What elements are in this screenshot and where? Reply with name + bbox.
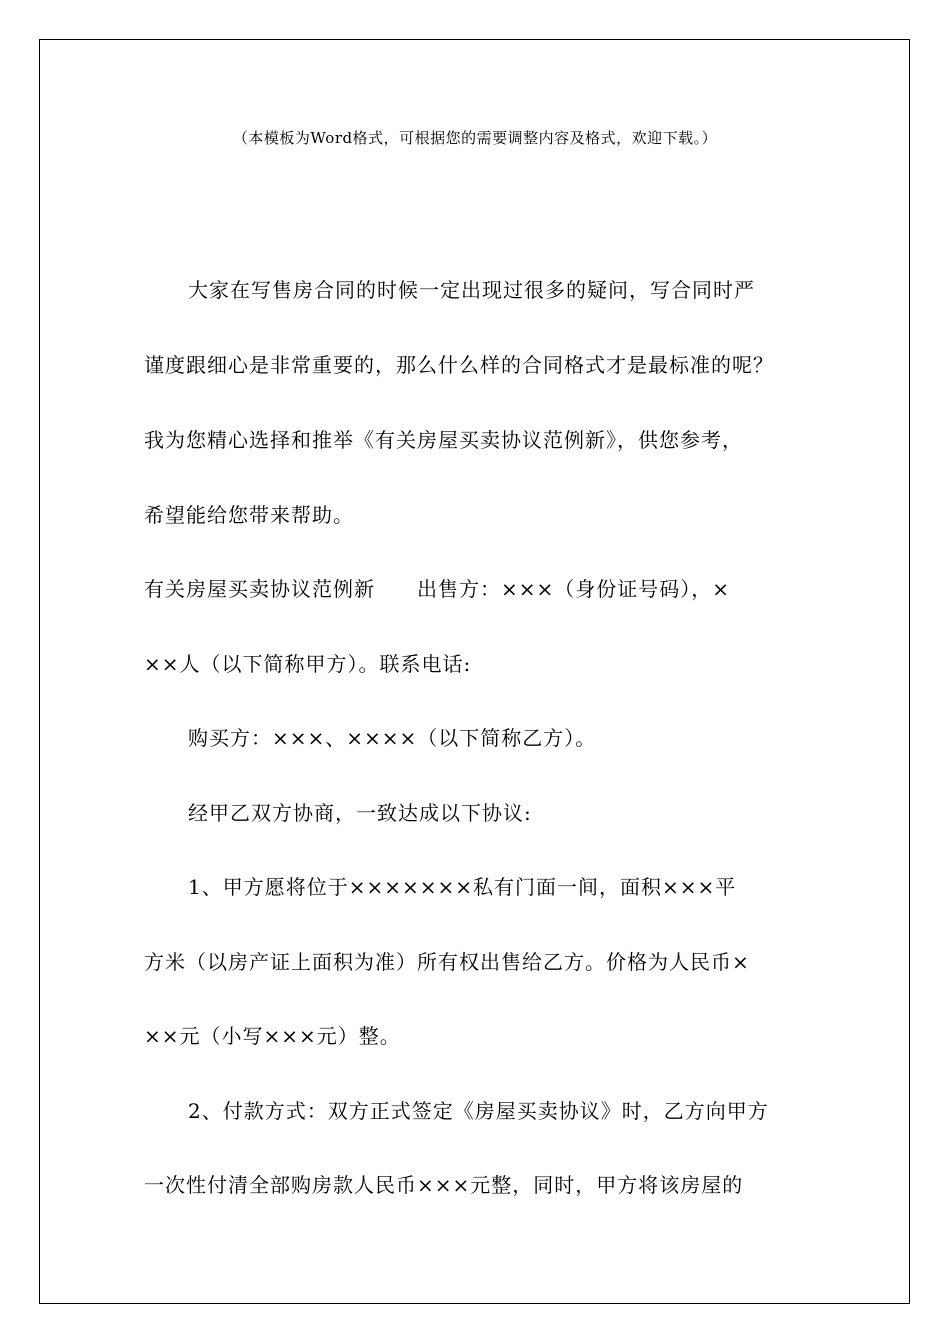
paragraph-line: ××元（小写×××元）整。 — [144, 1024, 401, 1048]
paragraph-line: 2、付款方式：双方正式签定《房屋买卖协议》时，乙方向甲方 — [188, 1099, 769, 1123]
paragraph-line: 我为您精心选择和推举《有关房屋买卖协议范例新》，供您参考， — [144, 428, 743, 452]
paragraph-line: 谨度跟细心是非常重要的，那么什么样的合同格式才是最标准的呢？ — [144, 353, 774, 377]
paragraph-line: 希望能给您带来帮助。 — [144, 503, 354, 527]
paragraph-line: 有关房屋买卖协议范例新 出售方：×××（身份证号码），× — [144, 577, 731, 601]
paragraph-line: 大家在写售房合同的时候一定出现过很多的疑问，写合同时严 — [188, 278, 755, 302]
paragraph-line: 1、甲方愿将位于×××××××私有门面一间，面积×××平 — [188, 875, 737, 899]
paragraph-line: 经甲乙双方协商，一致达成以下协议: — [188, 801, 532, 825]
paragraph-line: 购买方：×××、××××（以下简称乙方）。 — [188, 726, 597, 750]
template-note: （本模板为Word格式，可根据您的需要调整内容及格式，欢迎下载。） — [232, 129, 718, 147]
paragraph-line: 方米（以房产证上面积为准）所有权出售给乙方。价格为人民币× — [144, 950, 750, 974]
paragraph-line: ××人（以下简称甲方）。联系电话: — [144, 652, 472, 676]
paragraph-line: 一次性付清全部购房款人民币×××元整，同时，甲方将该房屋的 — [144, 1173, 744, 1197]
